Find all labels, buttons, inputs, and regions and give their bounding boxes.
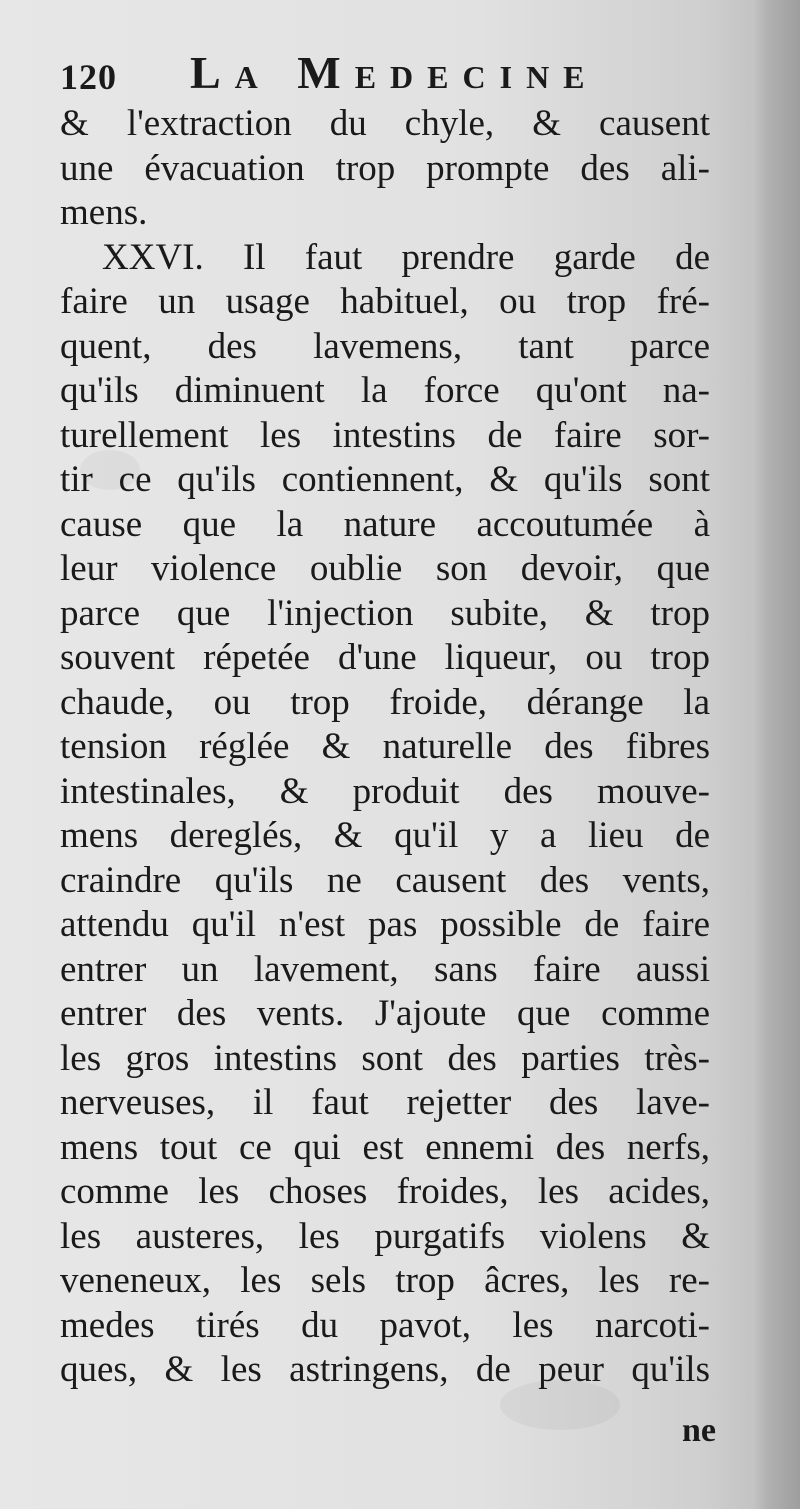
text-line: entrer un lavement, sans faire aussi: [60, 948, 710, 990]
body-text: [60, 102, 710, 1393]
text-line: comme les choses froides, les acides,: [60, 1171, 710, 1212]
text-line: faire un usage habituel, ou trop fré-: [60, 281, 710, 322]
text-line: les gros intestins sont des parties très-: [60, 1037, 710, 1079]
text-line: quent, des lavemens, tant parce: [60, 325, 710, 367]
text-line: ques, & les astringens, de peur qu'ils: [60, 1349, 710, 1390]
text-line: attendu qu'il n'est pas possible de faire: [60, 904, 710, 945]
text-line: cause que la nature accoutumée à: [60, 503, 710, 545]
running-title: La Medecine: [190, 47, 599, 98]
text-line: une évacuation trop prompte des ali-: [60, 147, 710, 189]
text-line: turellement les intestins de faire sor-: [60, 414, 710, 456]
text-line: souvent répetée d'une liqueur, ou trop: [60, 637, 710, 678]
text-line: leur violence oublie son devoir, que: [60, 548, 710, 589]
text-line: les austeres, les purgatifs violens &: [60, 1215, 710, 1257]
text-line: medes tirés du pavot, les narcoti-: [60, 1304, 710, 1346]
text-line: entrer des vents. J'ajoute que comme: [60, 993, 710, 1034]
text-line: nerveuses, il faut rejetter des lave-: [60, 1082, 710, 1123]
text-line: parce que l'injection subite, & trop: [60, 592, 710, 634]
page-header: [60, 46, 720, 106]
text-line: mens.: [60, 192, 148, 233]
text-line: intestinales, & produit des mouve-: [60, 770, 710, 812]
text-line: mens dereglés, & qu'il y a lieu de: [60, 815, 710, 856]
page-gutter-shadow: [754, 0, 800, 1509]
text-line: chaude, ou trop froide, dérange la: [60, 681, 710, 723]
text-line: veneneux, les sels trop âcres, les re-: [60, 1260, 710, 1301]
text-line: & l'extraction du chyle, & causent: [60, 103, 710, 144]
text-line: tension réglée & naturelle des fibres: [60, 726, 710, 767]
text-line: mens tout ce qui est ennemi des nerfs,: [60, 1126, 710, 1168]
text-line: XXVI. Il faut prendre garde de: [102, 236, 710, 278]
catchword: ne: [682, 1412, 716, 1449]
text-line: tir ce qu'ils contiennent, & qu'ils sont: [60, 459, 710, 500]
text-line: craindre qu'ils ne causent des vents,: [60, 859, 710, 901]
text-line: qu'ils diminuent la force qu'ont na-: [60, 370, 710, 411]
page-number: 120: [60, 57, 117, 97]
